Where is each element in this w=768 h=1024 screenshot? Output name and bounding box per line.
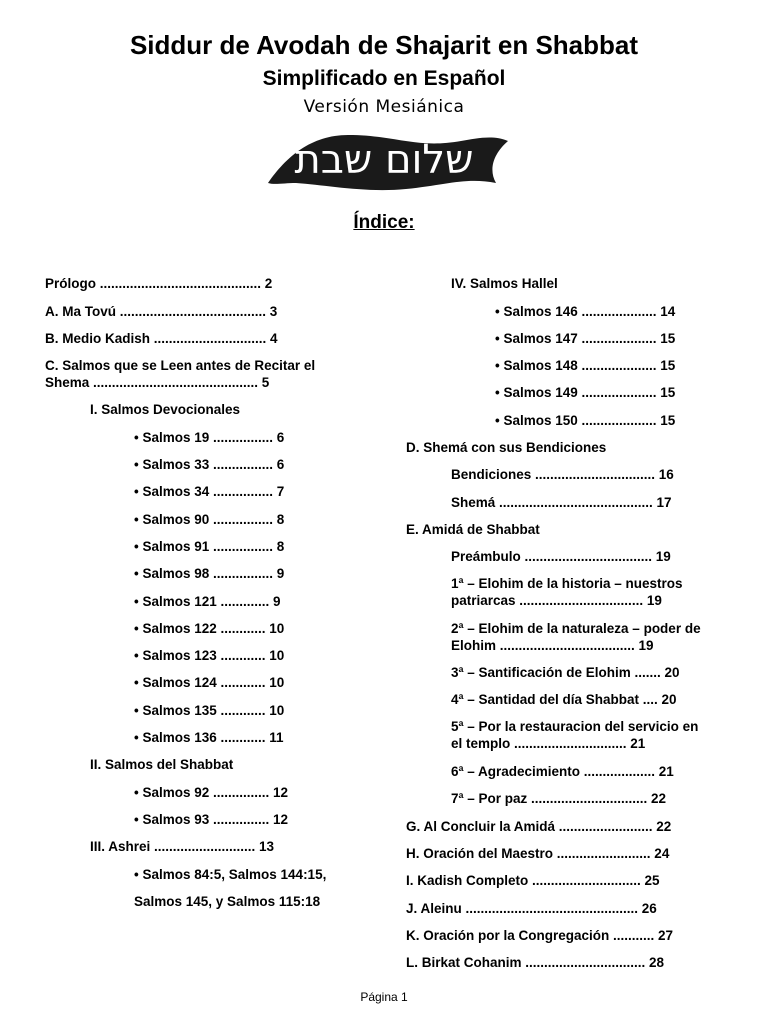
toc-entry[interactable]: A. Ma Tovú ....................................... 3 <box>45 304 278 319</box>
toc-entry[interactable]: Bendiciones ................................ 16 <box>451 467 674 482</box>
document-title: Siddur de Avodah de Shajarit en Shabbat <box>129 30 639 60</box>
toc-entry[interactable]: III. Ashrei ........................... 13 <box>90 839 275 854</box>
toc-entry[interactable]: • Salmos 92 ............... 12 <box>134 785 289 800</box>
toc-entry[interactable]: • Salmos 34 ................ 7 <box>134 484 285 499</box>
page-number: Página 1 <box>360 990 408 1004</box>
toc-entry[interactable]: • Salmos 149 .................... 15 <box>495 385 676 400</box>
toc-section-label[interactable]: II. Salmos del Shabbat <box>90 757 234 772</box>
toc-entry[interactable]: • Salmos 90 ................ 8 <box>134 512 285 527</box>
toc-entry[interactable]: H. Oración del Maestro ......................... 24 <box>406 846 670 861</box>
toc-entry[interactable]: K. Oración por la Congregación ........... 27 <box>406 928 674 943</box>
toc-entry[interactable]: 2ª – Elohim de la naturaleza – poder de Elohim .................................... 19 <box>451 621 701 653</box>
toc-entry[interactable]: • Salmos 123 ............ 10 <box>134 648 285 663</box>
toc-entry[interactable]: • Salmos 136 ............ 11 <box>134 730 284 745</box>
document-subtitle: Simplificado en Español <box>262 67 506 90</box>
toc-entry[interactable]: • Salmos 135 ............ 10 <box>134 703 285 718</box>
toc-entry[interactable]: Salmos 145, y Salmos 115:18 <box>134 894 321 909</box>
toc-entry[interactable]: 6ª – Agradecimiento ................... 21 <box>451 764 674 779</box>
toc-entry[interactable]: C. Salmos que se Leen antes de Recitar el Shema ............................................ 5 <box>45 358 316 390</box>
banner-hebrew-text: שלום שבת <box>294 137 474 183</box>
toc-entry[interactable]: B. Medio Kadish .............................. 4 <box>45 331 278 346</box>
toc-section-label[interactable]: D. Shemá con sus Bendiciones <box>406 440 607 455</box>
toc-entry[interactable]: Preámbulo .................................. 19 <box>451 549 671 564</box>
toc-entry[interactable]: Shemá ......................................... 17 <box>451 495 672 510</box>
toc-entry[interactable]: • Salmos 146 .................... 14 <box>495 304 676 319</box>
toc-entry[interactable]: 1ª – Elohim de la historia – nuestros patriarcas ................................. 19 <box>451 576 683 608</box>
toc-entry[interactable]: • Salmos 98 ................ 9 <box>134 566 285 581</box>
toc-entry[interactable]: • Salmos 91 ................ 8 <box>134 539 285 554</box>
toc-entry[interactable]: • Salmos 84:5, Salmos 144:15, <box>134 867 327 882</box>
version-label: Versión Mesiánica <box>303 97 465 117</box>
toc-entry[interactable]: 4ª – Santidad del día Shabbat .... 20 <box>451 692 677 707</box>
toc-entry[interactable]: • Salmos 19 ................ 6 <box>134 430 285 445</box>
toc-entry[interactable]: 5ª – Por la restauracion del servicio en el templo .............................. 21 <box>451 719 699 751</box>
toc-entry[interactable]: • Salmos 148 .................... 15 <box>495 358 676 373</box>
toc-section-label[interactable]: IV. Salmos Hallel <box>451 276 558 291</box>
index-heading: Índice: <box>353 212 415 233</box>
toc-entry[interactable]: 3ª – Santificación de Elohim ....... 20 <box>451 665 680 680</box>
toc-entry[interactable]: 7ª – Por paz ............................... 22 <box>451 791 667 806</box>
toc-entry[interactable]: • Salmos 33 ................ 6 <box>134 457 285 472</box>
toc-entry[interactable]: Prólogo ........................................... 2 <box>45 276 273 291</box>
toc-entry[interactable]: I. Kadish Completo ............................. 25 <box>406 873 660 888</box>
toc-section-label[interactable]: E. Amidá de Shabbat <box>406 522 540 537</box>
toc-entry[interactable]: G. Al Concluir la Amidá ......................... 22 <box>406 819 672 834</box>
toc-entry[interactable]: • Salmos 147 .................... 15 <box>495 331 676 346</box>
toc-entry[interactable]: • Salmos 122 ............ 10 <box>134 621 285 636</box>
toc-entry[interactable]: • Salmos 124 ............ 10 <box>134 675 285 690</box>
toc-entry[interactable]: L. Birkat Cohanim ................................ 28 <box>406 955 665 970</box>
toc-entry[interactable]: • Salmos 150 .................... 15 <box>495 413 676 428</box>
toc-entry[interactable]: • Salmos 93 ............... 12 <box>134 812 289 827</box>
toc-section-label[interactable]: I. Salmos Devocionales <box>90 402 241 417</box>
toc-entry[interactable]: J. Aleinu .............................................. 26 <box>406 901 657 916</box>
toc-entry[interactable]: • Salmos 121 ............. 9 <box>134 594 281 609</box>
